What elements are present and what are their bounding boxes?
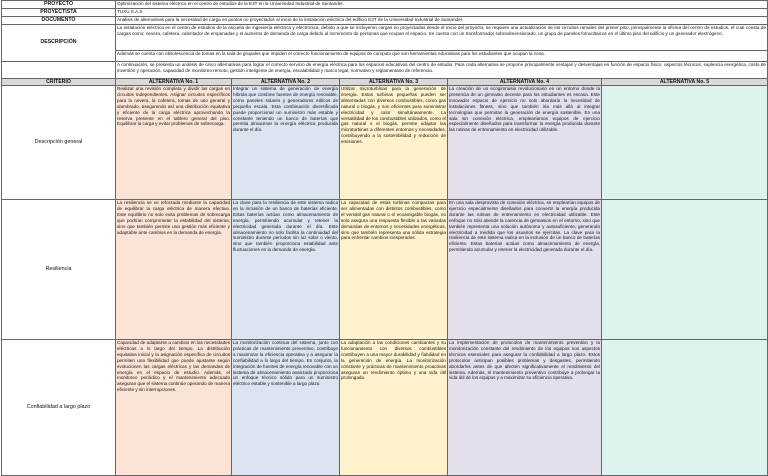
alternativa-cell: Realizar una revisión completa y dividir las cargas en circuitos independientes. Asignar circuitos específicos para la nevera, la cafetera, tomas de uso general y alumbrado, asegurando así una distribución equitativa y eficiente de la carga eléctrica aprovechando la reserva presente en el tablero general del piso. Equilibrar la carga y evitar problemas de sobrecarga.: [116, 86, 232, 200]
header-alternativa-3: ALTERNATIVA No. 3: [340, 79, 448, 86]
alternativa-cell: La clave para la resiliencia de este sistema radica en la inclusión de un banco de baterías eficiente. Estas baterías actúan como almacenamiento de energía, permitiendo acumular y retener la electricidad generada durante el día. Este almacenamiento no solo facilita la continuidad del suministro durante períodos sin luz solar o viento, sino que también proporciona estabilidad ante fluctuaciones en la demanda de energía.: [232, 200, 340, 340]
alternativa-cell: La implementación de protocolos de mantenimiento preventivo y la monitorización constante del rendimiento de los equipos son aspectos técnicos esenciales para asegurar la confiabilidad a largo plazo. Estos protocolos anticipan posibles problemas y desgastes, permitiendo abordarlos antes de que afecten significativamente el rendimiento del sistema. Además, el mantenimiento preventivo contribuye a prolongar la vida útil de los equipos y a maximizar su eficiencia operativa.: [448, 340, 602, 476]
table-row: [2, 340, 768, 476]
alternativa-cell: Integrar un sistema de generación de energía híbrida que combine fuentes de energía renovable, como paneles solares y generadores eólicos de pequeña escala. Esta combinación diversificada puede proporcionar un suministro más estable y constante teniendo un banco de baterías que permita almacenar la energía eléctrica producida durante el día.: [232, 86, 340, 200]
proyectista-label: PROYECTISTA: [2, 9, 116, 17]
row-documento: [2, 17, 768, 25]
alternativa-cell: [602, 200, 768, 340]
descripcion-paragraph: Además se cuenta con obsolescencia de tomas en la sala de grupales que impiden el correcto funcionamiento de equipos de computo que son herramientas educativas para los estudiantes que ocupan la zona.: [116, 51, 768, 62]
proyectista-value: TUXU S.A.S: [116, 9, 768, 17]
descripcion-label-blank: [2, 62, 116, 79]
documento-value: Análisis de alternativas para la necesidad de carga en puntos no proyectados al inicio de la instalación eléctrica del edificio E3T de la Universidad Industrial de Santander.: [116, 17, 768, 25]
proyecto-value: Optimización del sistema eléctrico en el centro de estudios de la E3T en la Universidad Industrial de Santander.: [116, 1, 768, 9]
descripcion-paragraph: A continuación, se presenta un análisis de cinco alternativas para lograr el correcto servicio de energía eléctrica para los espacios educativos del centro de estudio. Para cada alternativa se propone principalmente ventajas y desventajas en función de espacio físico, aspectos técnicos, suplencia energética, costo de inversión y operación, capacidad de monitoreo remoto, gestión inteligente de energía, escalabilidad y marco legal, normativo y reglamentario de referencia.: [116, 62, 768, 79]
alternatives-table: [1, 0, 768, 476]
alternativa-cell: Capacidad de adaptarse a cambios en las necesidades eléctricas a lo largo del tiempo. La distribución equitativa inicial y la asignación específica de circuitos permiten una flexibilidad que puede ajustarse según evolucionen las cargas eléctricas y las demandas de energía en el espacio de estudio. Además, el monitoreo periódico y el mantenimiento adecuado aseguran que el sistema continúe operando de manera eficiente y sin interrupciones.: [116, 340, 232, 476]
table-row: [2, 86, 768, 200]
header-criterio: CRITERIO: [2, 79, 116, 86]
alternativa-cell: [602, 340, 768, 476]
alternativa-cell: La monitorización continua del sistema, junto con prácticas de mantenimiento preventivo, contribuye a maximizar la eficiencia operativa y a asegurar la confiabilidad a lo largo del tiempo. En conjunto, la integración de fuentes de energía renovable con un sistema de almacenamiento avanzado proporciona un enfoque técnico sólido para un suministro eléctrico estable y sostenible a largo plazo.: [232, 340, 340, 476]
header-alternativa-2: ALTERNATIVA No. 2: [232, 79, 340, 86]
descripcion-label: DESCRIPCIÓN: [2, 25, 116, 62]
alternativa-cell: La adaptación a las condiciones cambiantes y su funcionamiento con diversos combustibles contribuyen a una mayor durabilidad y fiabilidad en la generación de energía. La monitorización constante y prácticas de mantenimiento proactivas aseguran un rendimiento óptimo y una vida útil prolongada.: [340, 340, 448, 476]
row-proyecto: [2, 1, 768, 9]
proyecto-label: PROYECTO: [2, 1, 116, 9]
row-descripcion-2: [2, 51, 768, 62]
row-descripcion-1: [2, 25, 768, 51]
alternativa-cell: En una sala desprovista de conexión eléctrica, se emplearían equipos de ejercicio especialmente diseñados para convertir la energía producida durante las rutinas de entrenamiento en electricidad utilizable. Este enfoque no solo atiende la carencia de gimnasios en el entorno, sino que también representa una solución autónoma y autosuficiente, generando electricidad a medida que los usuarios se ejercitan. La clave para la resiliencia de este sistema radica en la inclusión de un banco de baterías eficiente. Estas baterías actúan como almacenamiento de energía, permitiendo acumular y retener la electricidad generada durante el día.: [448, 200, 602, 340]
alternativa-cell: La resiliencia se ve reforzada mediante la capacidad de equilibrar la carga eléctrica de manera efectiva. Este equilibrio no solo evita problemas de sobrecarga que podrían comprometer la estabilidad del sistema, sino que también permite una gestión más eficiente y adaptable ante cambios en la demanda de energía.: [116, 200, 232, 340]
criterio-cell: Resiliencia: [2, 200, 116, 340]
descripcion-paragraph: La instalación eléctrica en el centro de estudios de la escuela de ingeniería eléctrica y electrónica, debido a que se incluyeron cargas no proyectadas desde el inicio del proyecto, se requiere una actualización de los circuitos ramales del primer piso, principalmente la oficina del centro de estudios, el cual consta de cargas como; nevera, cafetera, calentador de empanadas y el aumento de demanda de carga debido al incremento de personas que ocupan el espacio. Se cuenta con un transformador sobredimensionado, un grupo de paneles fotovoltaicos en el último piso del edificio y un generador electrógeno.: [116, 25, 768, 51]
alternativa-cell: La creación de un ecogimnasio revolucionario en un entorno donde la presencia de un gimnasio decente para los estudiantes es escasa. Este innovador espacio de ejercicio no solo abordaría la necesidad de instalaciones fitness, sino que también iría más allá al integrar tecnologías que permitan la generación de energía sostenible. En una sala sin conexión eléctrica, emplearíamos equipos de ejercicio especialmente diseñados para transformar la energía producida durante las rutinas de entrenamiento en electricidad utilizable.: [448, 86, 602, 200]
row-proyectista: [2, 9, 768, 17]
header-alternativa-5: ALTERNATIVA No. 5: [602, 79, 768, 86]
criterio-cell: Confiabilidad a largo plazo: [2, 340, 116, 476]
documento-label: DOCUMENTO: [2, 17, 116, 25]
header-alternativa-4: ALTERNATIVA No. 4: [448, 79, 602, 86]
alternativa-cell: [602, 86, 768, 200]
header-row: [2, 79, 768, 86]
criterio-cell: Descripción general: [2, 86, 116, 200]
table-row: [2, 200, 768, 340]
header-alternativa-1: ALTERNATIVA No. 1: [116, 79, 232, 86]
alternativa-cell: Utilizar microturbinas para la generación de energía. Estas turbinas pequeñas pueden ser alimentadas con diversos combustibles, como gas natural o biogás, y son eficientes para suministrar electricidad y calor simultáneamente. La versatilidad de los combustibles utilizados, como el gas natural o el biogás, permite adaptar las microturbinas a diferentes entornos y necesidades, contribuyendo a la sostenibilidad y reducción de emisiones.: [340, 86, 448, 200]
alternativa-cell: La capacidad de estas turbinas compactas para ser alimentadas con distintos combustibles, como el versátil gas natural o el ecoamigable biogás, no solo asegura una respuesta flexible a las variadas demandas de entornos y necesidades energéticas, sino que también representa una sólida estrategia para enfrentar cambios inesperados.: [340, 200, 448, 340]
row-descripcion-3: [2, 62, 768, 79]
